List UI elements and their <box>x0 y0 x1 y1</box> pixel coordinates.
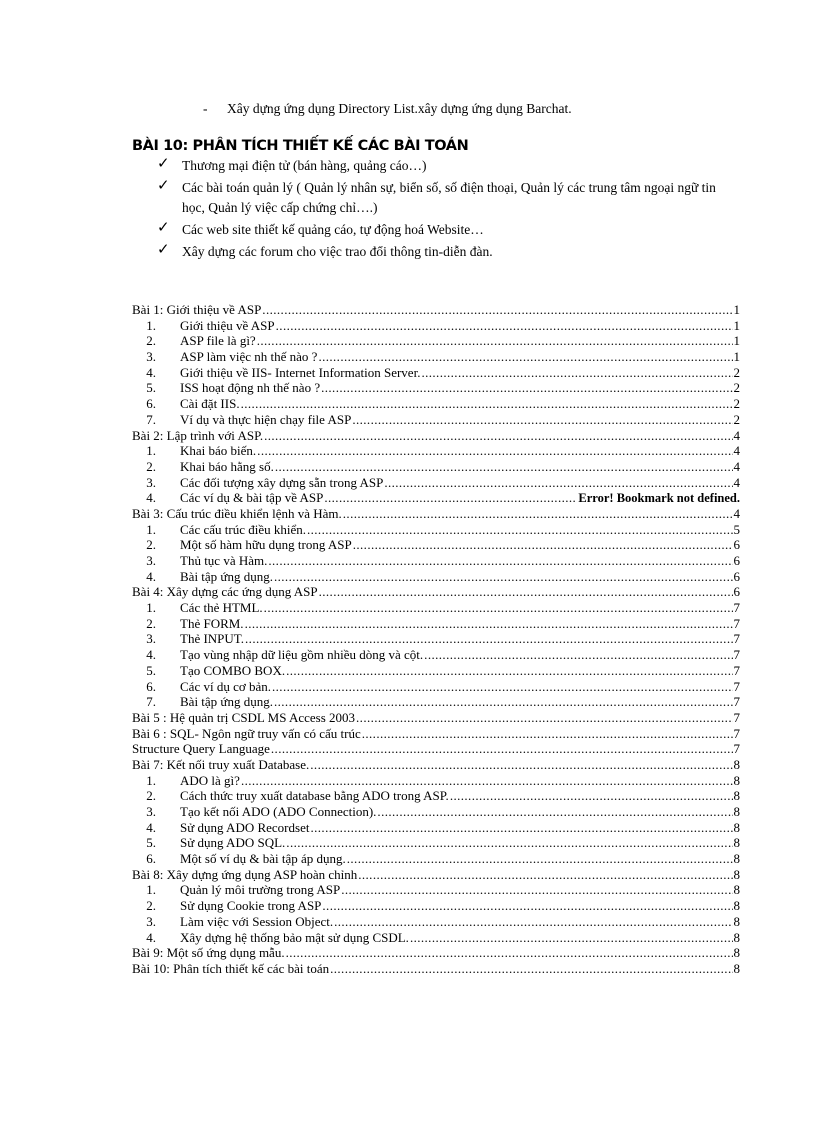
checkmark-icon: ✓ <box>157 154 170 172</box>
toc-page-number: 7 <box>733 615 740 631</box>
toc-page-number: 1 <box>733 349 740 365</box>
toc-subentry[interactable] <box>132 475 740 491</box>
toc-page-number: 5 <box>733 521 740 537</box>
toc-entry[interactable] <box>132 961 740 977</box>
toc-bookmark-error: Error! Bookmark not defined. <box>578 491 740 506</box>
checkmark-icon: ✓ <box>157 218 170 236</box>
toc-subentry[interactable] <box>132 349 740 365</box>
toc-entry-title: Bài 9: Một số ứng dụng mẫu. <box>132 945 285 961</box>
checklist-item-text: Xây dựng các forum cho việc trao đổi thông tin-diễn đàn. <box>182 244 493 259</box>
toc-dot-leader <box>362 726 733 742</box>
toc-subentry[interactable] <box>132 333 740 349</box>
toc-page-number: 7 <box>733 647 740 663</box>
toc-entry[interactable] <box>132 945 740 961</box>
toc-entry-number: 3. <box>146 349 156 365</box>
toc-page-number: 7 <box>733 678 740 694</box>
toc-page-number: 1 <box>733 333 740 349</box>
toc-entry-number: 2. <box>146 615 156 631</box>
toc-dot-leader <box>356 710 732 726</box>
toc-subentry[interactable] <box>132 459 740 475</box>
toc-dot-leader <box>286 663 732 679</box>
toc-subentry[interactable] <box>132 412 740 428</box>
toc-page-number: 8 <box>733 756 740 772</box>
checkmark-icon: ✓ <box>157 176 170 194</box>
toc-entry-title: Thủ tục và Hàm. <box>180 553 268 568</box>
toc-dot-leader <box>358 867 732 883</box>
toc-dot-leader <box>241 773 733 789</box>
toc-page-number: 8 <box>733 819 740 835</box>
toc-entry-number: 6. <box>146 678 156 694</box>
toc-entry-title: Tạo COMBO BOX. <box>180 662 286 678</box>
toc-entry-title: Sử dụng ADO Recordset <box>180 819 310 835</box>
toc-page-number: 8 <box>733 804 740 819</box>
toc-entry-title: Một số ví dụ & bài tập áp dụng. <box>180 851 346 867</box>
toc-dot-leader <box>262 302 732 318</box>
toc-page-number: 8 <box>733 772 740 788</box>
toc-dot-leader <box>241 396 733 412</box>
toc-entry-title: Bài 5 : Hệ quản trị CSDL MS Access 2003 <box>132 709 356 725</box>
toc-entry-number: 6. <box>146 396 156 412</box>
toc-dot-leader <box>324 490 577 506</box>
checklist-item <box>157 242 737 262</box>
toc-dot-leader <box>271 741 733 757</box>
toc-page-number: 8 <box>733 851 740 867</box>
toc-entry-number: 3. <box>146 631 156 647</box>
toc-page-number: 8 <box>733 929 740 945</box>
toc-entry-number: 3. <box>146 553 156 568</box>
toc-dot-leader <box>347 851 733 867</box>
toc-dot-leader <box>274 694 733 710</box>
toc-page-number: 4 <box>733 458 740 474</box>
toc-entry-number: 4. <box>146 568 156 584</box>
toc-entry-title: Sử dụng ADO SQL. <box>180 835 286 851</box>
toc-subentry[interactable] <box>132 396 740 412</box>
section-heading: BÀI 10: PHÂN TÍCH THIẾT KẾ CÁC BÀI TOÁN <box>132 138 469 154</box>
toc-dot-leader <box>322 898 732 914</box>
toc-page-number: 6 <box>733 537 740 553</box>
toc-page-number: 8 <box>733 898 740 914</box>
toc-dot-leader <box>245 631 732 647</box>
toc-dot-leader <box>310 757 732 773</box>
toc-entry-title: Các cấu trúc điều khiển. <box>180 521 306 537</box>
checklist-item-text: Các web site thiết kế quảng cáo, tự động hoá Website… <box>182 222 484 237</box>
toc-subentry[interactable] <box>132 882 740 898</box>
toc-page-number: 1 <box>733 317 740 333</box>
toc-entry-number: 1. <box>146 600 156 616</box>
toc-subentry[interactable] <box>132 647 740 663</box>
toc-entry-title: ASP làm việc nh thế nào ? <box>180 349 318 365</box>
toc-entry-number: 1. <box>146 772 156 788</box>
topic-checklist <box>157 156 737 264</box>
toc-subentry[interactable] <box>132 569 740 585</box>
toc-dot-leader <box>264 600 733 616</box>
toc-dot-leader <box>410 930 733 946</box>
toc-entry-number: 2. <box>146 788 156 804</box>
toc-entry-title: Bài 7: Kết nối truy xuất Database. <box>132 756 310 772</box>
toc-page-number: 4 <box>733 505 740 521</box>
toc-dot-leader <box>257 443 732 459</box>
toc-subentry[interactable] <box>132 788 740 804</box>
toc-entry-number: 4. <box>146 647 156 663</box>
toc-dot-leader <box>450 788 733 804</box>
toc-entry-title: Thẻ INPUT. <box>180 631 245 647</box>
toc-page-number: 8 <box>733 882 740 898</box>
toc-page-number: 7 <box>733 694 740 710</box>
toc-dot-leader <box>353 537 733 553</box>
toc-dot-leader <box>352 412 732 428</box>
toc-subentry[interactable] <box>132 930 740 946</box>
toc-dot-leader <box>310 820 732 836</box>
toc-page-number: 2 <box>733 396 740 412</box>
toc-dot-leader <box>321 380 732 396</box>
toc-dot-leader <box>318 349 732 365</box>
toc-page-number: 4 <box>733 443 740 459</box>
toc-entry-number: 5. <box>146 380 156 396</box>
toc-subentry[interactable] <box>132 553 740 569</box>
toc-entry-number: 1. <box>146 317 156 333</box>
toc-entry-title: Tạo kết nối ADO (ADO Connection). <box>180 804 377 819</box>
toc-entry-number: 1. <box>146 882 156 898</box>
toc-entry-number: 4. <box>146 490 156 506</box>
toc-subentry[interactable] <box>132 898 740 914</box>
checklist-item <box>157 178 737 218</box>
toc-entry-number: 3. <box>146 913 156 929</box>
toc-dot-leader <box>268 553 732 569</box>
toc-subentry[interactable] <box>132 522 740 538</box>
toc-subentry[interactable] <box>132 694 740 710</box>
toc-dot-leader <box>384 475 732 491</box>
toc-entry[interactable] <box>132 726 740 742</box>
toc-page-number: 7 <box>733 662 740 678</box>
toc-page-number: 7 <box>733 725 740 741</box>
toc-dot-leader <box>264 428 732 444</box>
toc-subentry[interactable] <box>132 443 740 459</box>
toc-entry-title: Bài 4: Xây dựng các ứng dụng ASP <box>132 584 318 600</box>
table-of-contents <box>132 302 740 977</box>
toc-entry-number: 5. <box>146 835 156 851</box>
toc-subentry[interactable] <box>132 490 740 506</box>
toc-entry[interactable] <box>132 710 740 726</box>
toc-dot-leader <box>286 835 732 851</box>
toc-page-number: 7 <box>733 741 740 757</box>
toc-dot-leader <box>424 647 732 663</box>
toc-entry-title: Bài tập ứng dụng. <box>180 568 273 584</box>
toc-entry-number: 6. <box>146 851 156 867</box>
toc-page-number: 8 <box>733 788 740 804</box>
toc-entry-number: 3. <box>146 474 156 490</box>
toc-entry-number: 3. <box>146 804 156 819</box>
toc-page-number: 6 <box>733 553 740 568</box>
toc-entry[interactable] <box>132 867 740 883</box>
toc-page-number: 1 <box>733 302 740 317</box>
toc-entry-title: Các ví dụ & bài tập về ASP <box>180 490 324 506</box>
toc-entry-title: Cài đặt IIS. <box>180 396 240 412</box>
toc-entry-number: 2. <box>146 898 156 914</box>
toc-entry-title: Làm việc với Session Object. <box>180 913 334 929</box>
toc-subentry[interactable] <box>132 851 740 867</box>
toc-page-number: 8 <box>733 960 740 976</box>
toc-subentry[interactable] <box>132 773 740 789</box>
toc-dot-leader <box>307 522 733 538</box>
toc-entry-title: ADO là gì? <box>180 772 240 788</box>
toc-subentry[interactable] <box>132 804 740 820</box>
checkmark-icon: ✓ <box>157 240 170 258</box>
toc-subentry[interactable] <box>132 663 740 679</box>
toc-dot-leader <box>377 804 732 820</box>
toc-entry-title: Ví dụ và thực hiện chạy file ASP <box>180 411 352 427</box>
toc-entry-title: Bài 3: Cấu trúc điều khiển lệnh và Hàm. <box>132 505 342 521</box>
toc-page-number: 6 <box>733 584 740 600</box>
toc-entry-title: Bài 10: Phân tích thiết kế các bài toán <box>132 960 330 976</box>
toc-entry-title: Bài 8: Xây dựng ứng dụng ASP hoàn chỉnh <box>132 866 358 882</box>
toc-subentry[interactable] <box>132 380 740 396</box>
toc-entry-number: 7. <box>146 411 156 427</box>
checklist-item <box>157 220 737 240</box>
toc-entry-number: 4. <box>146 364 156 380</box>
toc-entry-title: Giới thiệu về IIS- Internet Information Server. <box>180 364 421 380</box>
toc-page-number: 4 <box>733 427 740 443</box>
toc-entry-title: ISS hoạt động nh thế nào ? <box>180 380 321 396</box>
toc-dot-leader <box>343 506 733 522</box>
toc-dot-leader <box>319 584 733 600</box>
toc-dot-leader <box>257 333 733 349</box>
toc-page-number: 6 <box>733 568 740 584</box>
toc-subentry[interactable] <box>132 679 740 695</box>
toc-entry-title: Bài tập ứng dụng. <box>180 694 273 710</box>
toc-page-number: 2 <box>733 411 740 427</box>
toc-page-number: 7 <box>733 600 740 616</box>
toc-entry-title: Các thẻ HTML. <box>180 600 263 616</box>
toc-entry-title: Structure Query Language <box>132 741 270 757</box>
toc-dot-leader <box>276 318 733 334</box>
toc-entry-title: Bài 1: Giới thiệu về ASP <box>132 302 262 317</box>
toc-page-number: 2 <box>733 380 740 396</box>
toc-entry-title: Cách thức truy xuất database bằng ADO trong ASP. <box>180 788 449 804</box>
toc-subentry[interactable] <box>132 537 740 553</box>
toc-dot-leader <box>334 914 732 930</box>
toc-subentry[interactable] <box>132 365 740 381</box>
toc-entry-number: 1. <box>146 443 156 459</box>
toc-dot-leader <box>245 616 733 632</box>
checklist-item-text: Thương mại điện tử (bán hàng, quảng cáo…) <box>182 158 427 173</box>
toc-entry-number: 2. <box>146 333 156 349</box>
toc-subentry[interactable] <box>132 631 740 647</box>
intro-bullet-line <box>203 101 572 117</box>
toc-dot-leader <box>274 569 733 585</box>
toc-dot-leader <box>275 459 733 475</box>
checklist-item <box>157 156 737 176</box>
toc-entry[interactable] <box>132 584 740 600</box>
toc-entry-title: Các đối tượng xây dựng sẵn trong ASP <box>180 474 384 490</box>
toc-entry-title: Thẻ FORM. <box>180 615 244 631</box>
toc-entry-title: Một số hàm hữu dụng trong ASP <box>180 537 352 553</box>
toc-page-number: 8 <box>733 945 740 961</box>
toc-entry-title: Giới thiệu về ASP <box>180 317 275 333</box>
toc-page-number: 7 <box>733 709 740 725</box>
toc-subentry[interactable] <box>132 914 740 930</box>
toc-entry-number: 5. <box>146 662 156 678</box>
toc-entry-title: Khai báo biến. <box>180 443 257 459</box>
toc-subentry[interactable] <box>132 600 740 616</box>
toc-page-number: 8 <box>733 913 740 929</box>
toc-subentry[interactable] <box>132 616 740 632</box>
checklist-item-text: Các bài toán quản lý ( Quản lý nhân sự, biển số, số điện thoại, Quản lý các trung tâm ngoại ngữ tin học, Quản lý việc cấp chứng chỉ….) <box>182 180 716 215</box>
toc-entry-number: 7. <box>146 694 156 710</box>
toc-entry-number: 2. <box>146 458 156 474</box>
toc-page-number: 2 <box>733 364 740 380</box>
toc-page-number: 8 <box>733 866 740 882</box>
toc-dot-leader <box>341 882 732 898</box>
toc-entry[interactable] <box>132 428 740 444</box>
toc-entry-title: ASP file là gì? <box>180 333 256 349</box>
toc-dot-leader <box>286 945 733 961</box>
intro-bullet-text: Xây dựng ứng dụng Directory List.xây dựng ứng dụng Barchat. <box>227 101 572 116</box>
toc-entry-number: 4. <box>146 929 156 945</box>
toc-subentry[interactable] <box>132 835 740 851</box>
toc-page-number: 4 <box>733 474 740 490</box>
toc-entry-title: Sử dụng Cookie trong ASP <box>180 898 322 914</box>
toc-entry-title: Tạo vùng nhập dữ liệu gồm nhiều dòng và cột. <box>180 647 424 663</box>
toc-subentry[interactable] <box>132 318 740 334</box>
toc-entry-title: Xây dựng hệ thống bảo mật sử dụng CSDL. <box>180 929 409 945</box>
toc-dot-leader <box>272 679 733 695</box>
toc-entry-title: Khai báo hằng số. <box>180 458 274 474</box>
toc-entry[interactable] <box>132 757 740 773</box>
toc-dot-leader <box>421 365 732 381</box>
toc-entry-number: 2. <box>146 537 156 553</box>
toc-entry[interactable] <box>132 741 740 757</box>
toc-entry[interactable] <box>132 302 740 318</box>
toc-entry[interactable] <box>132 506 740 522</box>
toc-entry-title: Bài 6 : SQL- Ngôn ngữ truy vấn có cấu trúc <box>132 725 361 741</box>
toc-dot-leader <box>330 961 732 977</box>
toc-entry-title: Các ví dụ cơ bản. <box>180 678 271 694</box>
toc-entry-title: Quản lý môi trường trong ASP <box>180 882 341 898</box>
toc-page-number: 8 <box>733 835 740 851</box>
toc-entry-number: 4. <box>146 819 156 835</box>
toc-page-number: 7 <box>733 631 740 647</box>
toc-subentry[interactable] <box>132 820 740 836</box>
dash-bullet: - <box>203 101 208 116</box>
toc-entry-number: 1. <box>146 521 156 537</box>
toc-entry-title: Bài 2: Lập trình với ASP. <box>132 427 264 443</box>
